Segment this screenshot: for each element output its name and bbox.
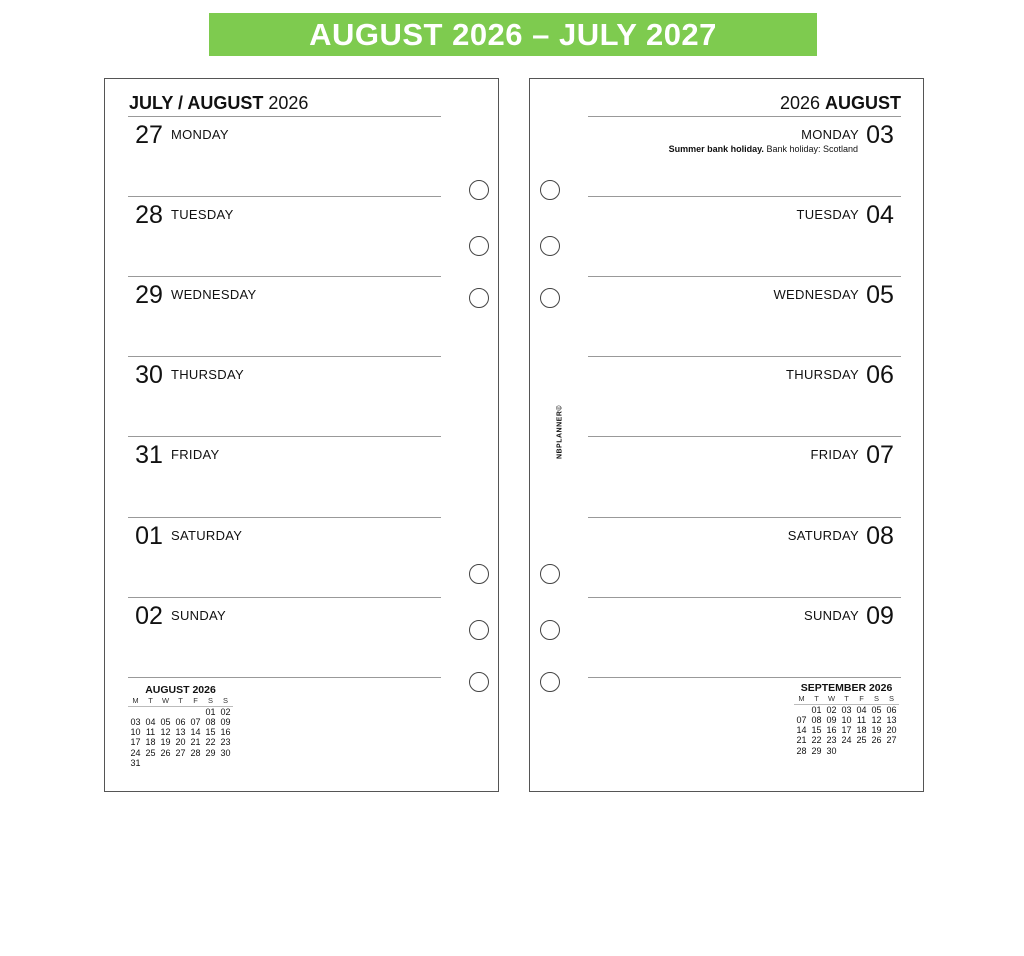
mini-calendar-title: SEPTEMBER 2026: [800, 682, 893, 694]
punch-hole: [540, 672, 560, 692]
weekday-header: S: [869, 694, 884, 705]
right-title-year: 2026: [779, 93, 820, 113]
day-number: 27: [135, 121, 163, 149]
day-name: TUESDAY: [171, 207, 234, 222]
day-name: THURSDAY: [786, 367, 859, 382]
holiday-note: [669, 144, 858, 154]
date-cell: 23: [826, 735, 837, 746]
date-cell: 21: [796, 735, 807, 746]
date-cell: 21: [190, 737, 201, 748]
date-cell: 20: [175, 737, 186, 748]
day-row[interactable]: [588, 196, 901, 276]
date-cell: 15: [811, 725, 822, 736]
day-name: MONDAY: [171, 127, 229, 142]
date-cell: 03: [130, 717, 141, 728]
day-row[interactable]: [588, 116, 901, 196]
right-page: [529, 78, 924, 792]
day-row[interactable]: [128, 436, 441, 516]
date-cell: 28: [190, 747, 201, 758]
day-name: SATURDAY: [171, 528, 243, 543]
left-page-title: [129, 93, 308, 114]
date-cell: 17: [841, 725, 852, 736]
day-name: WEDNESDAY: [171, 287, 257, 302]
date-cell: 25: [856, 735, 867, 746]
date-cell: 11: [856, 715, 867, 726]
weekday-header: S: [203, 696, 218, 707]
day-row[interactable]: [128, 597, 441, 677]
day-name: TUESDAY: [796, 207, 859, 222]
date-cell: 05: [871, 705, 882, 715]
date-cell: 22: [205, 737, 216, 748]
date-cell: [884, 746, 899, 756]
date-cell: 02: [220, 707, 231, 717]
date-cell: 06: [886, 705, 897, 715]
weekday-header: W: [158, 696, 173, 707]
date-cell: 20: [886, 725, 897, 736]
punch-hole: [469, 180, 489, 200]
date-cell: 19: [871, 725, 882, 736]
date-cell: 27: [175, 747, 186, 758]
date-cell: 22: [811, 735, 822, 746]
date-cell: [158, 758, 173, 768]
date-cell: 09: [826, 715, 837, 726]
date-cell: 23: [220, 737, 231, 748]
date-cell: 29: [811, 745, 822, 756]
day-number: 06: [866, 361, 894, 389]
date-cell: 08: [811, 715, 822, 726]
date-cell: [128, 707, 143, 718]
date-cell: [143, 758, 158, 768]
date-cell: [839, 746, 854, 756]
date-cell: 06: [175, 717, 186, 728]
mini-calendar-grid: [794, 694, 899, 756]
punch-hole: [540, 620, 560, 640]
day-number: 29: [135, 281, 163, 309]
day-name: WEDNESDAY: [773, 287, 859, 302]
punch-hole: [469, 620, 489, 640]
day-number: 04: [866, 201, 894, 229]
brand-text: NBPLANNER©: [556, 404, 564, 460]
date-cell: 10: [130, 727, 141, 738]
mini-calendar-grid: [128, 696, 233, 768]
day-name: THURSDAY: [171, 367, 244, 382]
date-cell: [173, 758, 188, 768]
day-row[interactable]: [588, 597, 901, 677]
day-row[interactable]: [588, 436, 901, 516]
day-number: 01: [135, 522, 163, 550]
date-cell: 15: [205, 727, 216, 738]
date-cell: 07: [190, 717, 201, 728]
date-cell: 01: [205, 707, 216, 717]
weekday-header: T: [839, 694, 854, 705]
date-cell: 30: [220, 747, 231, 758]
divider: [128, 677, 441, 678]
day-row[interactable]: [588, 276, 901, 356]
day-number: 02: [135, 602, 163, 630]
date-cell: [188, 707, 203, 718]
punch-hole: [469, 672, 489, 692]
date-cell: [218, 758, 233, 768]
day-number: 07: [866, 441, 894, 469]
day-name: SUNDAY: [803, 608, 859, 623]
date-cell: 01: [811, 705, 822, 715]
left-title-year: 2026: [268, 93, 309, 113]
left-title-months: JULY / AUGUST: [129, 93, 264, 113]
date-cell: 02: [826, 705, 837, 715]
date-cell: 24: [841, 735, 852, 746]
date-cell: 08: [205, 717, 216, 728]
date-cell: 26: [871, 735, 882, 746]
date-cell: 03: [841, 705, 852, 715]
day-number: 03: [866, 121, 894, 149]
date-cell: 26: [160, 747, 171, 758]
day-name: FRIDAY: [810, 447, 859, 462]
date-cell: 07: [796, 715, 807, 726]
date-cell: 25: [145, 747, 156, 758]
punch-hole: [540, 288, 560, 308]
date-cell: [143, 707, 158, 718]
date-cell: [158, 707, 173, 718]
mini-calendar-title: AUGUST 2026: [145, 684, 216, 696]
date-cell: 14: [796, 725, 807, 736]
holiday-note-bold: Summer bank holiday.: [668, 144, 764, 154]
weekday-header: W: [824, 694, 839, 705]
day-row[interactable]: [588, 517, 901, 597]
day-name: SUNDAY: [171, 608, 227, 623]
day-number: 31: [135, 441, 163, 469]
day-name: MONDAY: [801, 127, 859, 142]
day-name: SATURDAY: [787, 528, 859, 543]
date-cell: 18: [145, 737, 156, 748]
date-cell: 09: [220, 717, 231, 728]
date-cell: 04: [856, 705, 867, 715]
date-cell: 14: [190, 727, 201, 738]
date-cell: 13: [886, 715, 897, 726]
date-cell: 28: [796, 745, 807, 756]
date-cell: 12: [871, 715, 882, 726]
date-cell: 04: [145, 717, 156, 728]
left-page: [104, 78, 499, 792]
date-cell: 18: [856, 725, 867, 736]
mini-calendar-september: [794, 682, 899, 756]
weekday-header: S: [884, 694, 899, 705]
date-cell: 16: [220, 727, 231, 738]
date-cell: [854, 746, 869, 756]
day-row[interactable]: [128, 196, 441, 276]
day-row[interactable]: [128, 517, 441, 597]
day-number: 08: [866, 522, 894, 550]
punch-hole: [469, 236, 489, 256]
date-cell: 30: [826, 745, 837, 756]
day-row[interactable]: [128, 276, 441, 356]
date-cell: 24: [130, 747, 141, 758]
day-number: 28: [135, 201, 163, 229]
date-cell: 16: [826, 725, 837, 736]
punch-hole: [540, 236, 560, 256]
mini-calendar-august: [128, 684, 233, 768]
day-number: 09: [866, 602, 894, 630]
weekday-header: M: [794, 694, 809, 705]
date-cell: 27: [886, 735, 897, 746]
divider: [588, 677, 901, 678]
date-cell: 10: [841, 715, 852, 726]
day-row[interactable]: [128, 356, 441, 436]
range-banner: AUGUST 2026 – JULY 2027: [209, 13, 817, 56]
weekday-header: M: [128, 696, 143, 707]
date-cell: 05: [160, 717, 171, 728]
date-cell: 11: [145, 727, 156, 738]
day-number: 30: [135, 361, 163, 389]
date-cell: 29: [205, 747, 216, 758]
date-cell: [203, 758, 218, 768]
day-name: FRIDAY: [171, 447, 220, 462]
punch-hole: [540, 564, 560, 584]
right-title-month: AUGUST: [825, 93, 901, 113]
date-cell: [869, 746, 884, 756]
weekday-header: F: [854, 694, 869, 705]
brand-mark: [546, 404, 574, 460]
right-page-title: [780, 93, 901, 114]
weekday-header: T: [809, 694, 824, 705]
punch-hole: [540, 180, 560, 200]
punch-hole: [469, 288, 489, 308]
day-row[interactable]: [128, 116, 441, 196]
date-cell: 17: [130, 737, 141, 748]
weekday-header: S: [218, 696, 233, 707]
weekday-header: F: [188, 696, 203, 707]
punch-hole: [469, 564, 489, 584]
weekday-header: T: [143, 696, 158, 707]
date-cell: [794, 705, 809, 716]
date-cell: [173, 707, 188, 718]
day-number: 05: [866, 281, 894, 309]
holiday-note-rest: Bank holiday: Scotland: [763, 144, 858, 154]
weekday-header: T: [173, 696, 188, 707]
date-cell: 19: [160, 737, 171, 748]
day-row[interactable]: [588, 356, 901, 436]
date-cell: [188, 758, 203, 768]
date-cell: 31: [130, 757, 141, 768]
date-cell: 13: [175, 727, 186, 738]
date-cell: 12: [160, 727, 171, 738]
